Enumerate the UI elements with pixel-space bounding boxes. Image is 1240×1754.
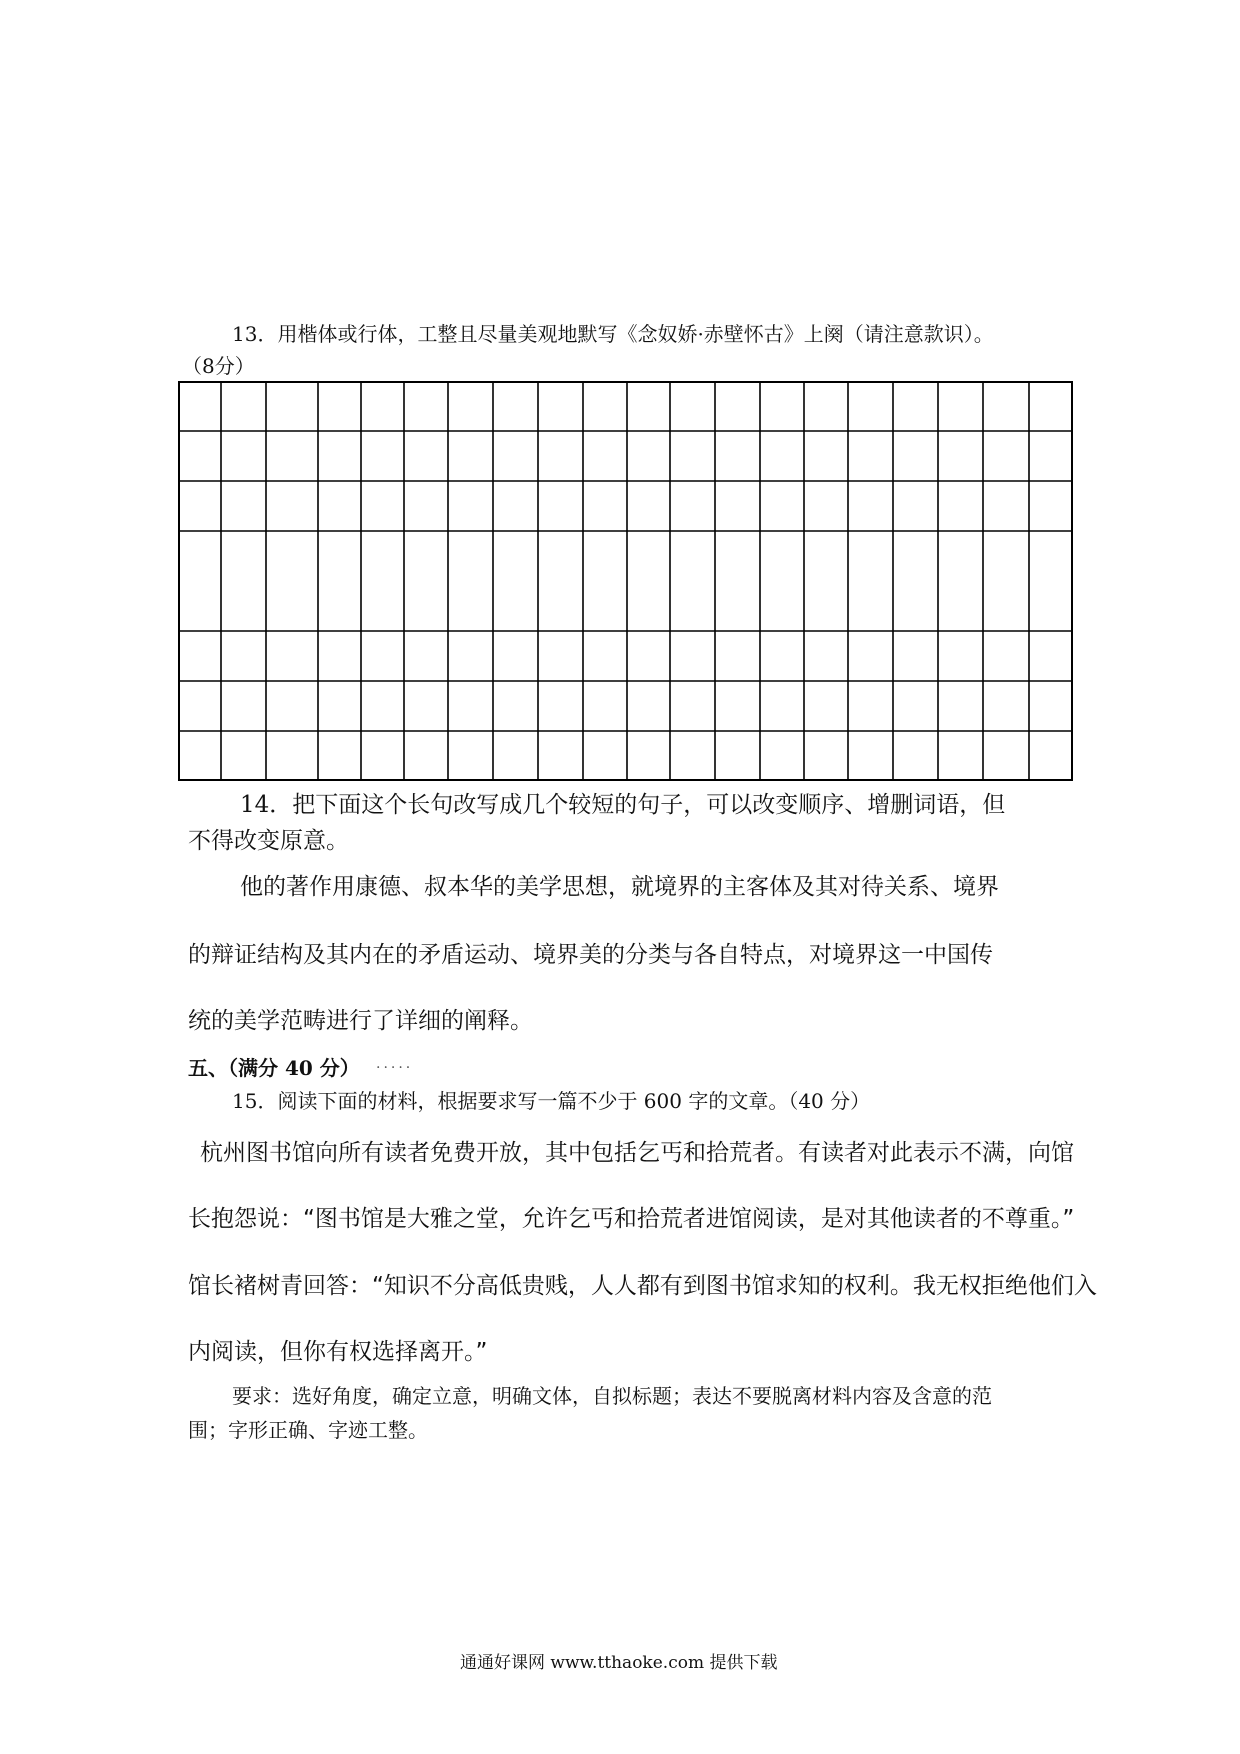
question-14-prompt-line-2: 不得改变原意。: [188, 828, 349, 854]
material-line-4: 内阅读，但你有权选择离开。”: [188, 1339, 488, 1365]
section-5-dots: .....: [376, 1056, 414, 1072]
writing-answer-grid[interactable]: [178, 381, 1073, 781]
long-sentence-line-2: 的辩证结构及其内在的矛盾运动、境界美的分类与各自特点，对境界这一中国传: [188, 942, 993, 968]
section-5-heading: 五、（满分 40 分）: [188, 1056, 360, 1080]
long-sentence-line-3: 统的美学范畴进行了详细的阐释。: [188, 1008, 533, 1034]
long-sentence-line-1: 他的著作用康德、叔本华的美学思想，就境界的主客体及其对待关系、境界: [240, 874, 999, 900]
requirement-line-2: 围；字形正确、字迹工整。: [188, 1418, 428, 1442]
question-13-prompt: 13．用楷体或行体，工整且尽量美观地默写《念奴娇·赤壁怀古》上阕（请注意款识）。: [232, 322, 994, 346]
question-13-score: （8分）: [182, 354, 255, 378]
material-line-3: 馆长褚树青回答：“知识不分高低贵贱，人人都有到图书馆求知的权利。我无权拒绝他们入: [188, 1273, 1097, 1299]
material-line-2: 长抱怨说：“图书馆是大雅之堂，允许乞丐和拾荒者进馆阅读，是对其他读者的不尊重。”: [188, 1206, 1075, 1232]
question-15-prompt: 15．阅读下面的材料，根据要求写一篇不少于 600 字的文章。（40 分）: [232, 1089, 871, 1113]
requirement-line-1: 要求：选好角度，确定立意，明确文体，自拟标题；表达不要脱离材料内容及含意的范: [232, 1384, 992, 1408]
material-line-1: 杭州图书馆向所有读者免费开放，其中包括乞丐和拾荒者。有读者对此表示不满，向馆: [200, 1140, 1074, 1166]
question-14-prompt-line-1: 14．把下面这个长句改写成几个较短的句子，可以改变顺序、增删词语，但: [240, 792, 1006, 818]
footer-credit: 通通好课网 www.tthaoke.com 提供下载: [460, 1653, 778, 1673]
